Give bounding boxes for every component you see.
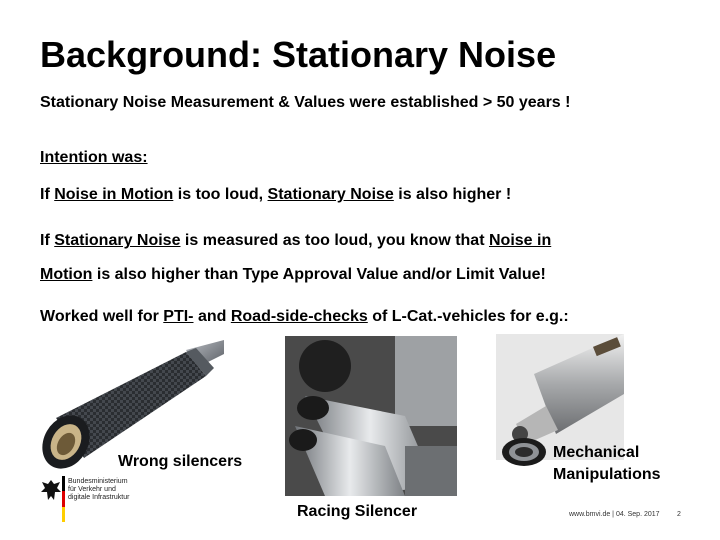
term-stationary-noise: Stationary Noise: [267, 186, 394, 203]
logo-line: digitale Infrastruktur: [68, 494, 130, 501]
text-segment: If: [40, 232, 55, 249]
footer-site-date: www.bmvi.de | 04. Sep. 2017: [569, 511, 660, 518]
term-stationary-noise: Stationary Noise: [54, 232, 181, 249]
statement-line-4: [40, 308, 569, 326]
text-segment: is also higher than Type Approval Value and/or Limit Value!: [92, 266, 546, 283]
ministry-logo-text: [68, 478, 129, 502]
text-segment: is too loud,: [173, 186, 268, 203]
text-segment: is also higher !: [393, 186, 512, 203]
text-segment: If: [40, 186, 55, 203]
term-noise-in-motion: Noise in Motion: [54, 186, 174, 203]
logo-line: für Verkehr und: [68, 486, 116, 493]
tail-insert-image: [500, 436, 548, 468]
intention-label: Intention was:: [40, 149, 148, 166]
flag-bar-icon: [62, 476, 65, 522]
statement-line-3: [40, 266, 546, 284]
slide-subtitle: Stationary Noise Measurement & Values were established > 50 years !: [40, 94, 571, 111]
caption-mechanical-manipulations: Mechanical Manipulations: [553, 444, 661, 483]
statement-line-1: [40, 186, 511, 204]
term-road-side-checks: Road-side-checks: [230, 308, 368, 325]
federal-eagle-icon: [40, 478, 62, 504]
statement-line-2: [40, 232, 551, 250]
term-pti: PTI-: [163, 308, 194, 325]
term-noise-in-motion: Motion: [40, 266, 93, 283]
caption-racing-silencer: Racing Silencer: [297, 503, 418, 520]
caption-wrong-silencers: Wrong silencers: [118, 453, 243, 470]
text-segment: Worked well for: [40, 308, 164, 325]
text-segment: of L-Cat.-vehicles for e.g.:: [367, 308, 569, 325]
text-segment: and: [193, 308, 231, 325]
text-segment: is measured as too loud, you know that: [180, 232, 489, 249]
term-noise-in-motion: Noise in: [488, 232, 552, 249]
footer-page-number: 2: [677, 511, 681, 518]
logo-line: Bundesministerium: [68, 478, 128, 485]
slide-title: Background: Stationary Noise: [40, 34, 557, 75]
racing-silencer-image: [285, 336, 457, 496]
